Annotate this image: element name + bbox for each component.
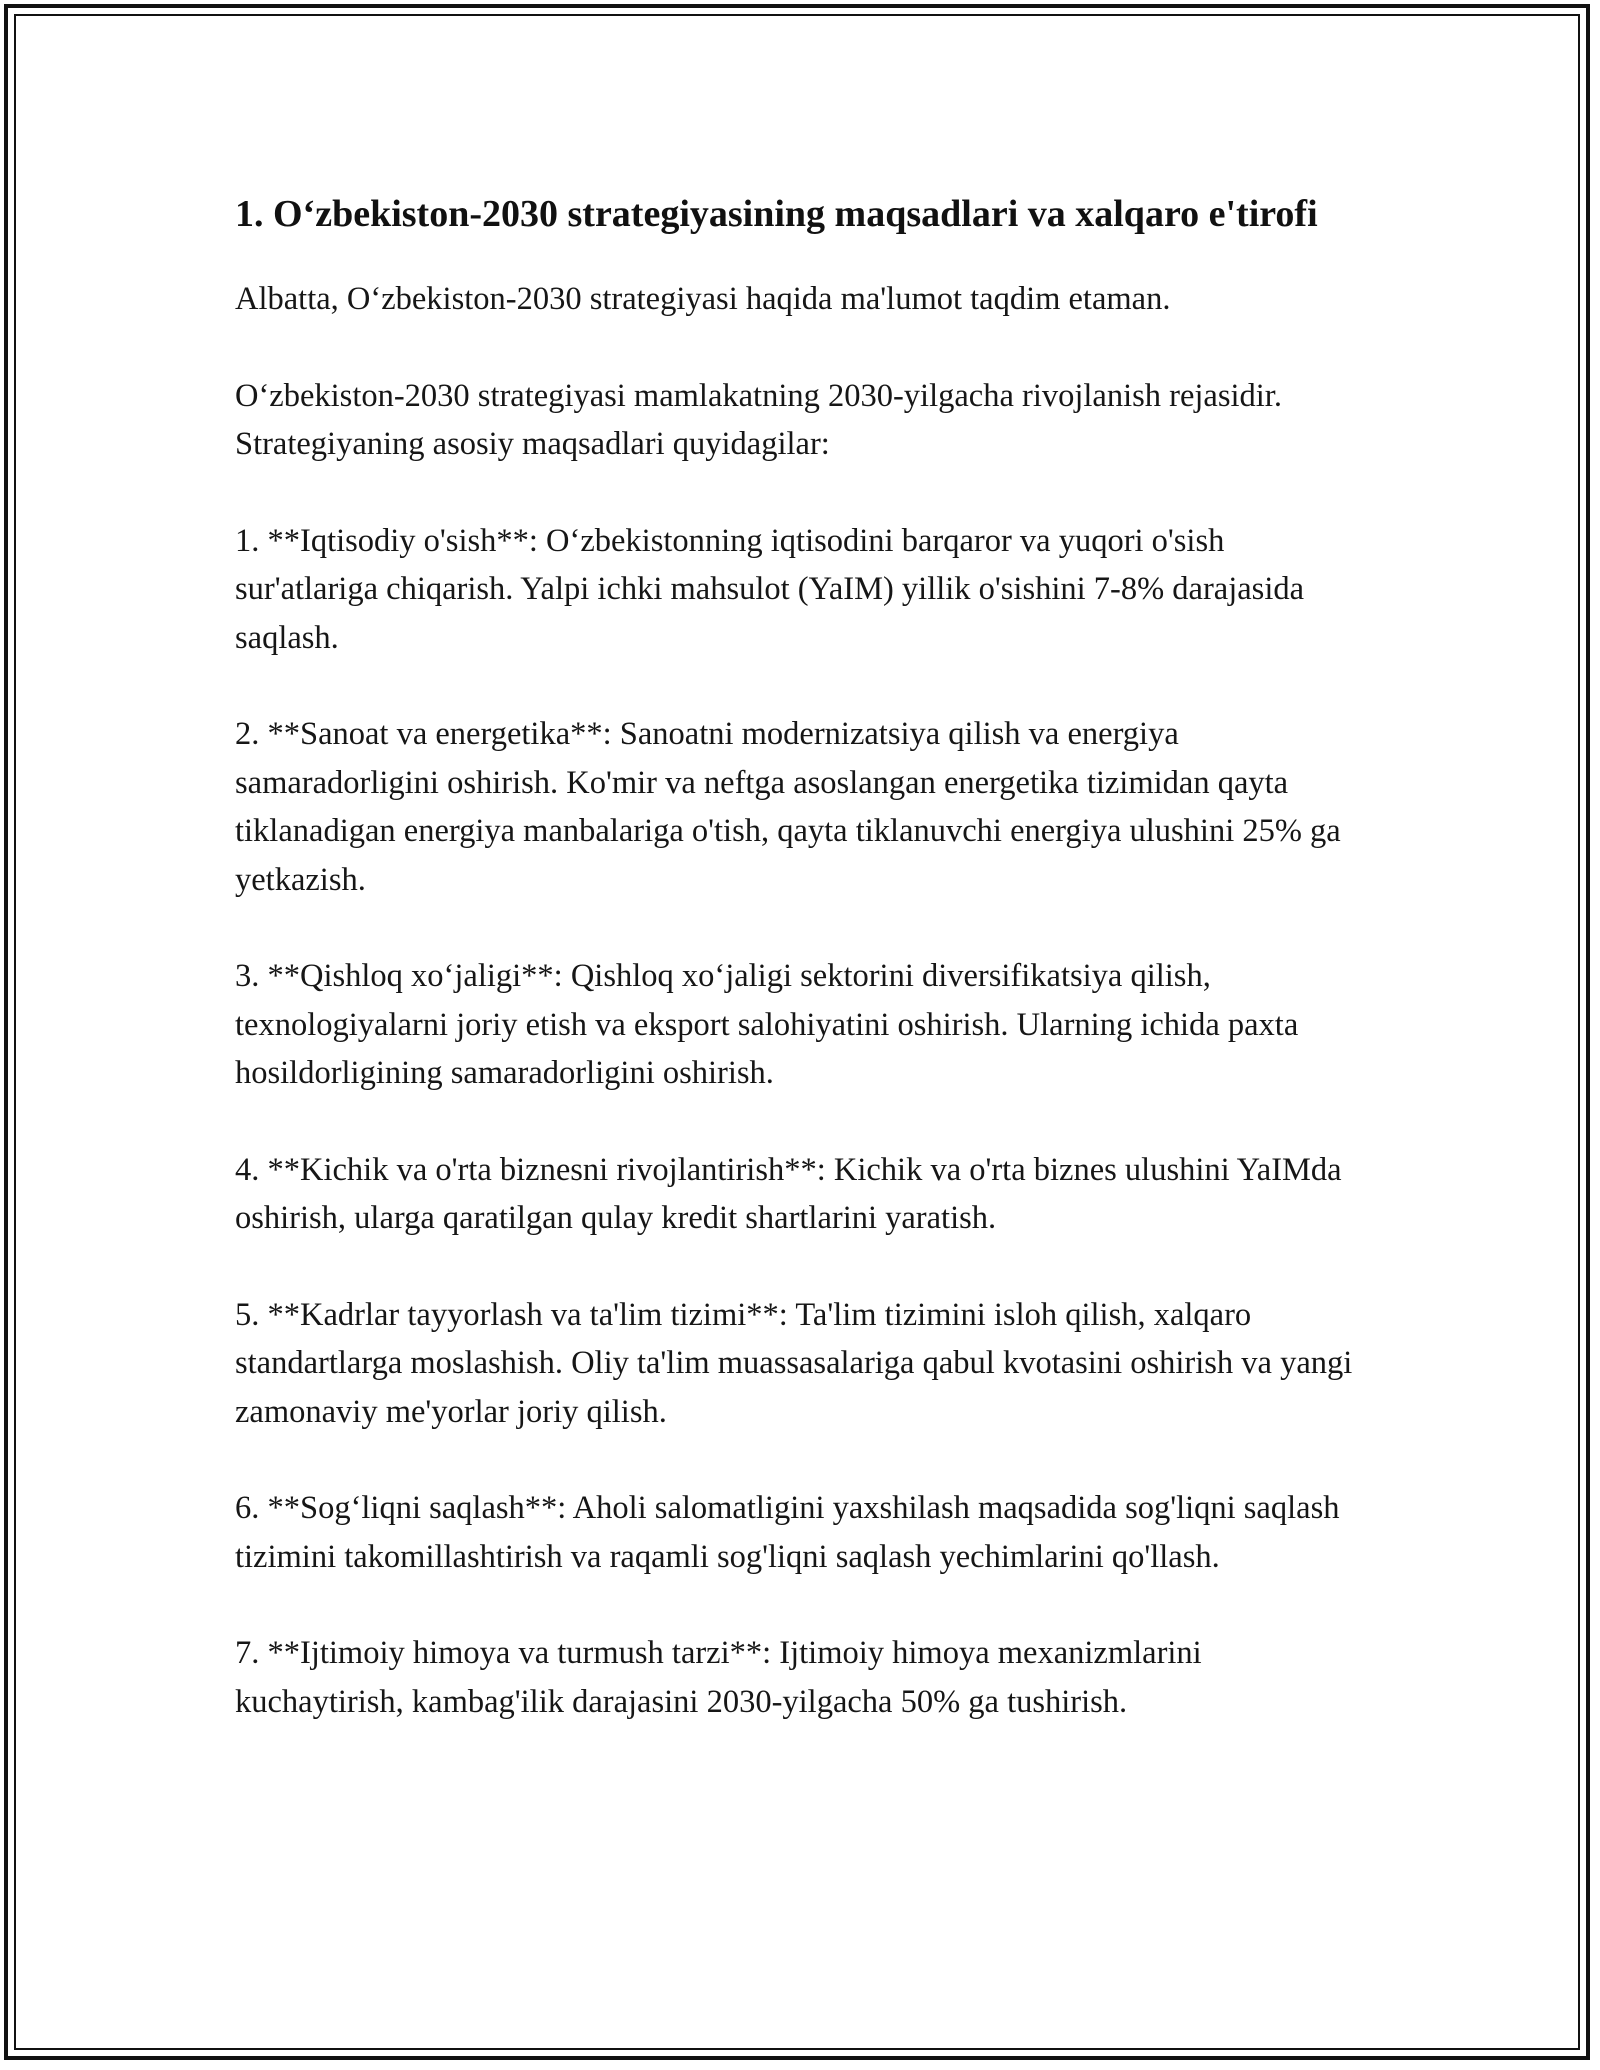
goal-item-healthcare: 6. **Sog‘liqni saqlash**: Aholi salomatligini yaxshilash maqsadida sog'liqni saqlash tizimini takomillashtirish va raqamli sog'liqni saqlash yechimlarini qo'llash. bbox=[235, 1490, 1340, 1575]
overview-paragraph: O‘zbekiston-2030 strategiyasi mamlakatning 2030-yilgacha rivojlanish rejasidir. Strategiyaning asosiy maqsadlari quyidagilar: bbox=[235, 377, 1282, 462]
goal-item-industry-energy: 2. **Sanoat va energetika**: Sanoatni modernizatsiya qilish va energiya samaradorligini oshirish. Ko'mir va neftga asoslangan energetika tizimidan qayta tiklanadigan energiya manbalariga o'tish, qayta tiklanuvchi energiya ulushini 25% ga yetkazish. bbox=[235, 716, 1341, 898]
goal-item-social-protection: 7. **Ijtimoiy himoya va turmush tarzi**: Ijtimoiy himoya mexanizmlarini kuchaytirish, kambag'ilik darajasini 2030-yilgacha 50% ga tushirish. bbox=[235, 1635, 1202, 1720]
goal-item-economic-growth: 1. **Iqtisodiy o'sish**: O‘zbekistonning iqtisodini barqaror va yuqori o'sish sur'atlariga chiqarish. Yalpi ichki mahsulot (YaIM) yillik o'sishini 7-8% darajasida saqlash. bbox=[235, 522, 1305, 656]
goal-item-agriculture: 3. **Qishloq xo‘jaligi**: Qishloq xo‘jaligi sektorini diversifikatsiya qilish, texnologiyalarni joriy etish va eksport salohiyatini oshirish. Ularning ichida paxta hosildorligining samaradorligini oshirish. bbox=[235, 958, 1299, 1091]
page-title: 1. O‘zbekiston-2030 strategiyasining maqsadlari va xalqaro e'tirofi bbox=[235, 193, 1318, 235]
goal-item-small-business: 4. **Kichik va o'rta biznesni rivojlantirish**: Kichik va o'rta biznes ulushini YaIMda oshirish, ularga qaratilgan qulay kredit shartlarini yaratish. bbox=[235, 1151, 1342, 1236]
goal-item-education: 5. **Kadrlar tayyorlash va ta'lim tizimi**: Ta'lim tizimini isloh qilish, xalqaro standartlarga moslashish. Oliy ta'lim muassasalariga qabul kvotasini oshirish va yangi zamonaviy me'yorlar joriy qilish. bbox=[235, 1296, 1353, 1430]
intro-paragraph: Albatta, O‘zbekiston-2030 strategiyasi haqida ma'lumot taqdim etaman. bbox=[235, 281, 1171, 317]
document-body bbox=[235, 188, 1375, 1774]
